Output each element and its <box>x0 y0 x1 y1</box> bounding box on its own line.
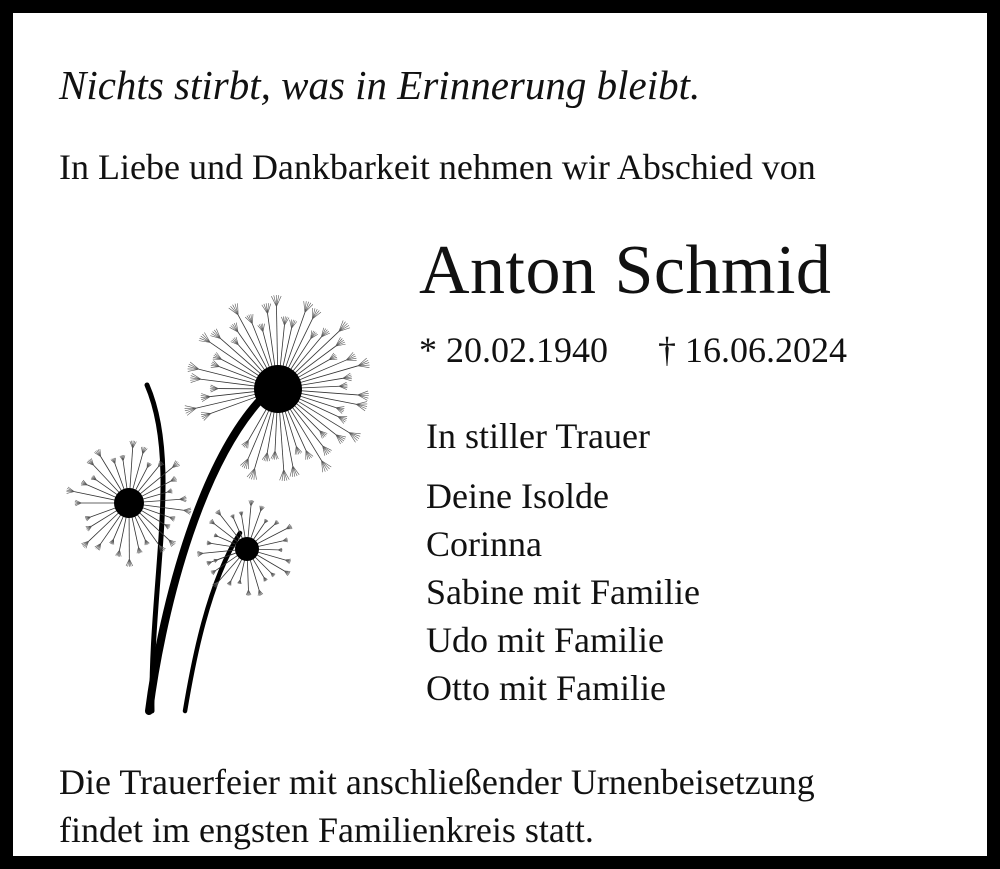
seed-ray <box>255 554 284 571</box>
seed-ray <box>286 406 306 450</box>
motto: Nichts stirbt, was in Erinnerung bleibt. <box>59 62 701 108</box>
seed-ray <box>296 360 347 381</box>
seed-tuft <box>188 369 199 371</box>
seed-tuft <box>358 366 370 368</box>
mourner-name: Otto mit Familie <box>426 667 666 708</box>
seed-ray <box>297 386 339 388</box>
seed-ray <box>292 331 339 375</box>
seed-tuft <box>201 413 211 414</box>
seed-ray <box>242 516 246 539</box>
seed-ray <box>138 468 172 496</box>
seed-tuft <box>211 385 219 389</box>
seed-ray <box>257 549 278 550</box>
seed-ray <box>267 408 275 452</box>
life-dates <box>419 331 847 371</box>
seed-ray <box>210 391 259 396</box>
death-date: † 16.06.2024 <box>658 330 847 370</box>
seed-ray <box>199 369 259 384</box>
closing-text <box>59 758 815 854</box>
seed-tuft <box>252 314 253 324</box>
seed-ray <box>130 448 133 491</box>
seed-ray <box>275 408 277 451</box>
mourner-name: Udo mit Familie <box>426 619 664 660</box>
seed-head <box>254 365 302 413</box>
seed-ray <box>293 346 335 377</box>
seed-ray <box>221 339 264 377</box>
seed-ray <box>136 513 159 546</box>
mourner-name: Deine Isolde <box>426 475 609 516</box>
seed-head <box>114 488 144 518</box>
seed-ray <box>297 378 343 386</box>
seed-ray <box>203 550 237 553</box>
deceased-name: Anton Schmid <box>419 232 832 309</box>
intro-text: In Liebe und Dankbarkeit nehmen wir Abschied von <box>59 147 816 187</box>
mourners-block <box>426 417 700 717</box>
seed-ray <box>123 461 127 491</box>
seed-ray <box>101 457 123 493</box>
seed-ray <box>256 529 287 545</box>
seed-head <box>235 537 259 561</box>
seed-ray <box>268 314 276 370</box>
seed-ray <box>101 513 122 544</box>
seed-tuft <box>255 468 257 479</box>
seed-tuft <box>263 324 265 332</box>
mourning-lead: In stiller Trauer <box>426 416 650 456</box>
seed-tuft <box>115 458 116 464</box>
seed-ray <box>295 397 337 417</box>
dandelion-illustration-icon <box>53 283 383 723</box>
seed-ray <box>284 407 296 446</box>
birth-date: * 20.02.1940 <box>419 330 608 370</box>
seed-ray <box>288 339 310 373</box>
seed-ray <box>292 403 320 431</box>
seed-ray <box>288 405 322 460</box>
seed-tuft <box>258 590 259 596</box>
seed-ray <box>247 559 248 590</box>
seed-tuft <box>276 295 278 306</box>
seed-tuft <box>276 296 281 307</box>
closing-line: Die Trauerfeier mit anschließender Urnenbeisetzung <box>59 762 815 802</box>
seed-ray <box>132 515 139 547</box>
seed-ray <box>250 558 259 590</box>
seed-tuft <box>271 296 276 306</box>
seed-ray <box>256 552 285 560</box>
seed-ray <box>120 515 127 550</box>
closing-line: findet im engsten Familienkreis statt. <box>59 810 594 850</box>
seed-ray <box>201 379 259 386</box>
seed-tuft <box>304 301 305 312</box>
seed-ray <box>74 492 117 501</box>
seed-tuft <box>85 516 91 517</box>
mourner-name: Sabine mit Familie <box>426 571 700 612</box>
seed-ray <box>250 511 260 540</box>
seed-tuft <box>295 446 296 454</box>
seed-ray <box>248 506 251 539</box>
seed-ray <box>276 307 277 370</box>
seed-tuft <box>185 406 196 408</box>
mourner-name: Corinna <box>426 523 542 564</box>
seed-ray <box>294 399 349 433</box>
